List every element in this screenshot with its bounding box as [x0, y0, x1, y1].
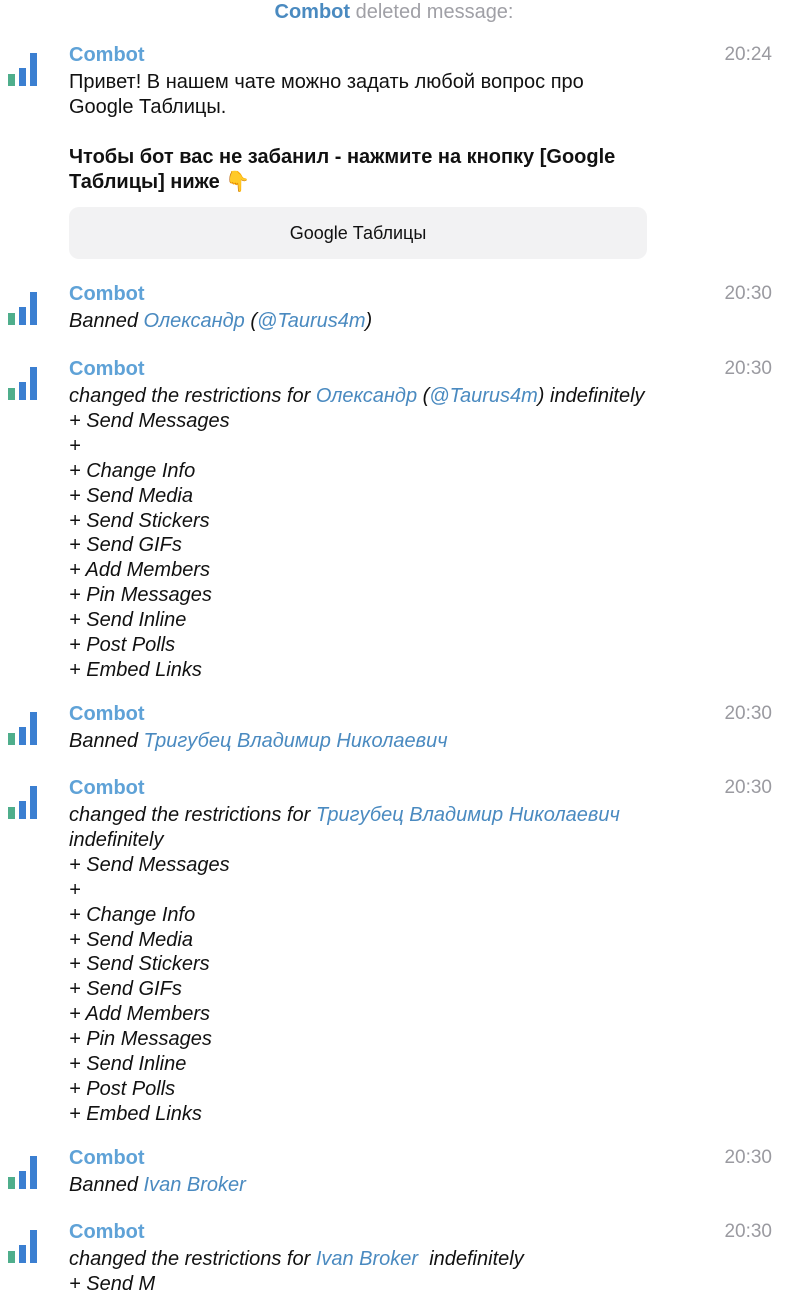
message-body: [69, 309, 709, 334]
message-time: 20:30: [724, 358, 772, 379]
user-link[interactable]: Олександр: [315, 385, 418, 407]
permission-item: + Change Info: [69, 459, 196, 482]
action-text: Banned: [69, 1174, 138, 1196]
permission-item: + Embed Links: [69, 1102, 202, 1125]
bold-line: Таблицы] ниже 👇: [69, 170, 251, 193]
paren-close: ): [365, 310, 373, 332]
combot-avatar-icon[interactable]: [6, 1153, 44, 1191]
action-text: changed the restrictions for: [69, 804, 311, 826]
message-body: [69, 1247, 709, 1297]
user-link[interactable]: Тригубец Владимир Николаевич: [315, 804, 620, 826]
message-time: 20:30: [724, 1147, 772, 1168]
message-body: [69, 70, 709, 195]
user-link[interactable]: Ivan Broker: [315, 1248, 419, 1270]
combot-avatar-icon[interactable]: [6, 709, 44, 747]
permission-item: +: [69, 434, 81, 457]
duration-text: indefinitely: [69, 828, 164, 851]
sender-name[interactable]: Combot: [69, 358, 145, 380]
combot-avatar-icon[interactable]: [6, 1227, 44, 1265]
message-body: [69, 729, 709, 754]
combot-avatar-icon[interactable]: [6, 50, 44, 88]
permission-item: + Send Media: [69, 928, 193, 951]
permission-item: + Add Members: [69, 1003, 210, 1026]
permission-item: + Send Stickers: [69, 953, 210, 976]
sender-name[interactable]: Combot: [69, 283, 145, 305]
permission-item: + Send M: [69, 1272, 156, 1295]
permission-item: +: [69, 878, 81, 901]
permission-item: + Send Messages: [69, 409, 230, 432]
google-tables-button[interactable]: Google Таблицы: [69, 207, 647, 259]
message-body: [69, 803, 709, 1127]
message-body: [69, 1173, 709, 1198]
user-link[interactable]: Олександр: [143, 310, 245, 332]
action-text: changed the restrictions for: [69, 1248, 311, 1270]
message-7: [0, 1219, 788, 1295]
sender-name[interactable]: Combot: [69, 777, 145, 799]
message-time: 20:30: [724, 1221, 772, 1242]
combot-avatar-icon[interactable]: [6, 783, 44, 821]
sender-name[interactable]: Combot: [69, 703, 145, 725]
message-body: [69, 384, 709, 683]
user-link[interactable]: Тригубец Владимир Николаевич: [143, 730, 448, 752]
action-text: changed the restrictions for: [69, 385, 311, 407]
permission-item: + Send GIFs: [69, 978, 182, 1001]
sender-name[interactable]: Combot: [69, 1147, 145, 1169]
sender-name[interactable]: Combot: [69, 44, 145, 66]
action-text: Banned: [69, 730, 138, 752]
username-link[interactable]: @Taurus4m: [429, 385, 538, 407]
permission-item: + Post Polls: [69, 634, 176, 657]
deleted-message-notice: [0, 0, 788, 26]
permission-item: + Pin Messages: [69, 1028, 212, 1051]
permission-item: + Change Info: [69, 903, 196, 926]
message-time: 20:24: [724, 44, 772, 65]
permission-item: + Embed Links: [69, 658, 202, 681]
text-line: Google Таблицы.: [69, 95, 227, 118]
permission-item: + Post Polls: [69, 1077, 176, 1100]
permission-item: + Send Media: [69, 484, 193, 507]
action-text: Banned: [69, 310, 138, 332]
message-time: 20:30: [724, 703, 772, 724]
message-time: 20:30: [724, 777, 772, 798]
bold-line: Чтобы бот вас не забанил - нажмите на кнопку [Google: [69, 145, 616, 168]
user-link[interactable]: Ivan Broker: [143, 1174, 246, 1196]
combot-avatar-icon[interactable]: [6, 364, 44, 402]
permission-item: + Send Inline: [69, 1053, 187, 1076]
notice-sender[interactable]: Combot: [274, 1, 351, 23]
message-time: 20:30: [724, 283, 772, 304]
permission-item: + Send Inline: [69, 609, 187, 632]
combot-avatar-icon[interactable]: [6, 289, 44, 327]
permission-item: + Send Messages: [69, 853, 230, 876]
duration-text: indefinitely: [544, 385, 645, 407]
permission-item: + Add Members: [69, 559, 210, 582]
permission-item: + Send Stickers: [69, 509, 210, 532]
username-link[interactable]: @Taurus4m: [257, 310, 366, 332]
sender-name[interactable]: Combot: [69, 1221, 145, 1243]
paren-open: (: [417, 385, 430, 407]
text-line: Привет! В нашем чате можно задать любой вопрос про: [69, 71, 584, 93]
duration-text: indefinitely: [418, 1248, 524, 1270]
notice-text: deleted message:: [355, 1, 514, 23]
paren-close: ): [537, 385, 545, 407]
permission-item: + Send GIFs: [69, 534, 182, 557]
permission-item: + Pin Messages: [69, 584, 212, 607]
paren-open: (: [244, 310, 258, 332]
